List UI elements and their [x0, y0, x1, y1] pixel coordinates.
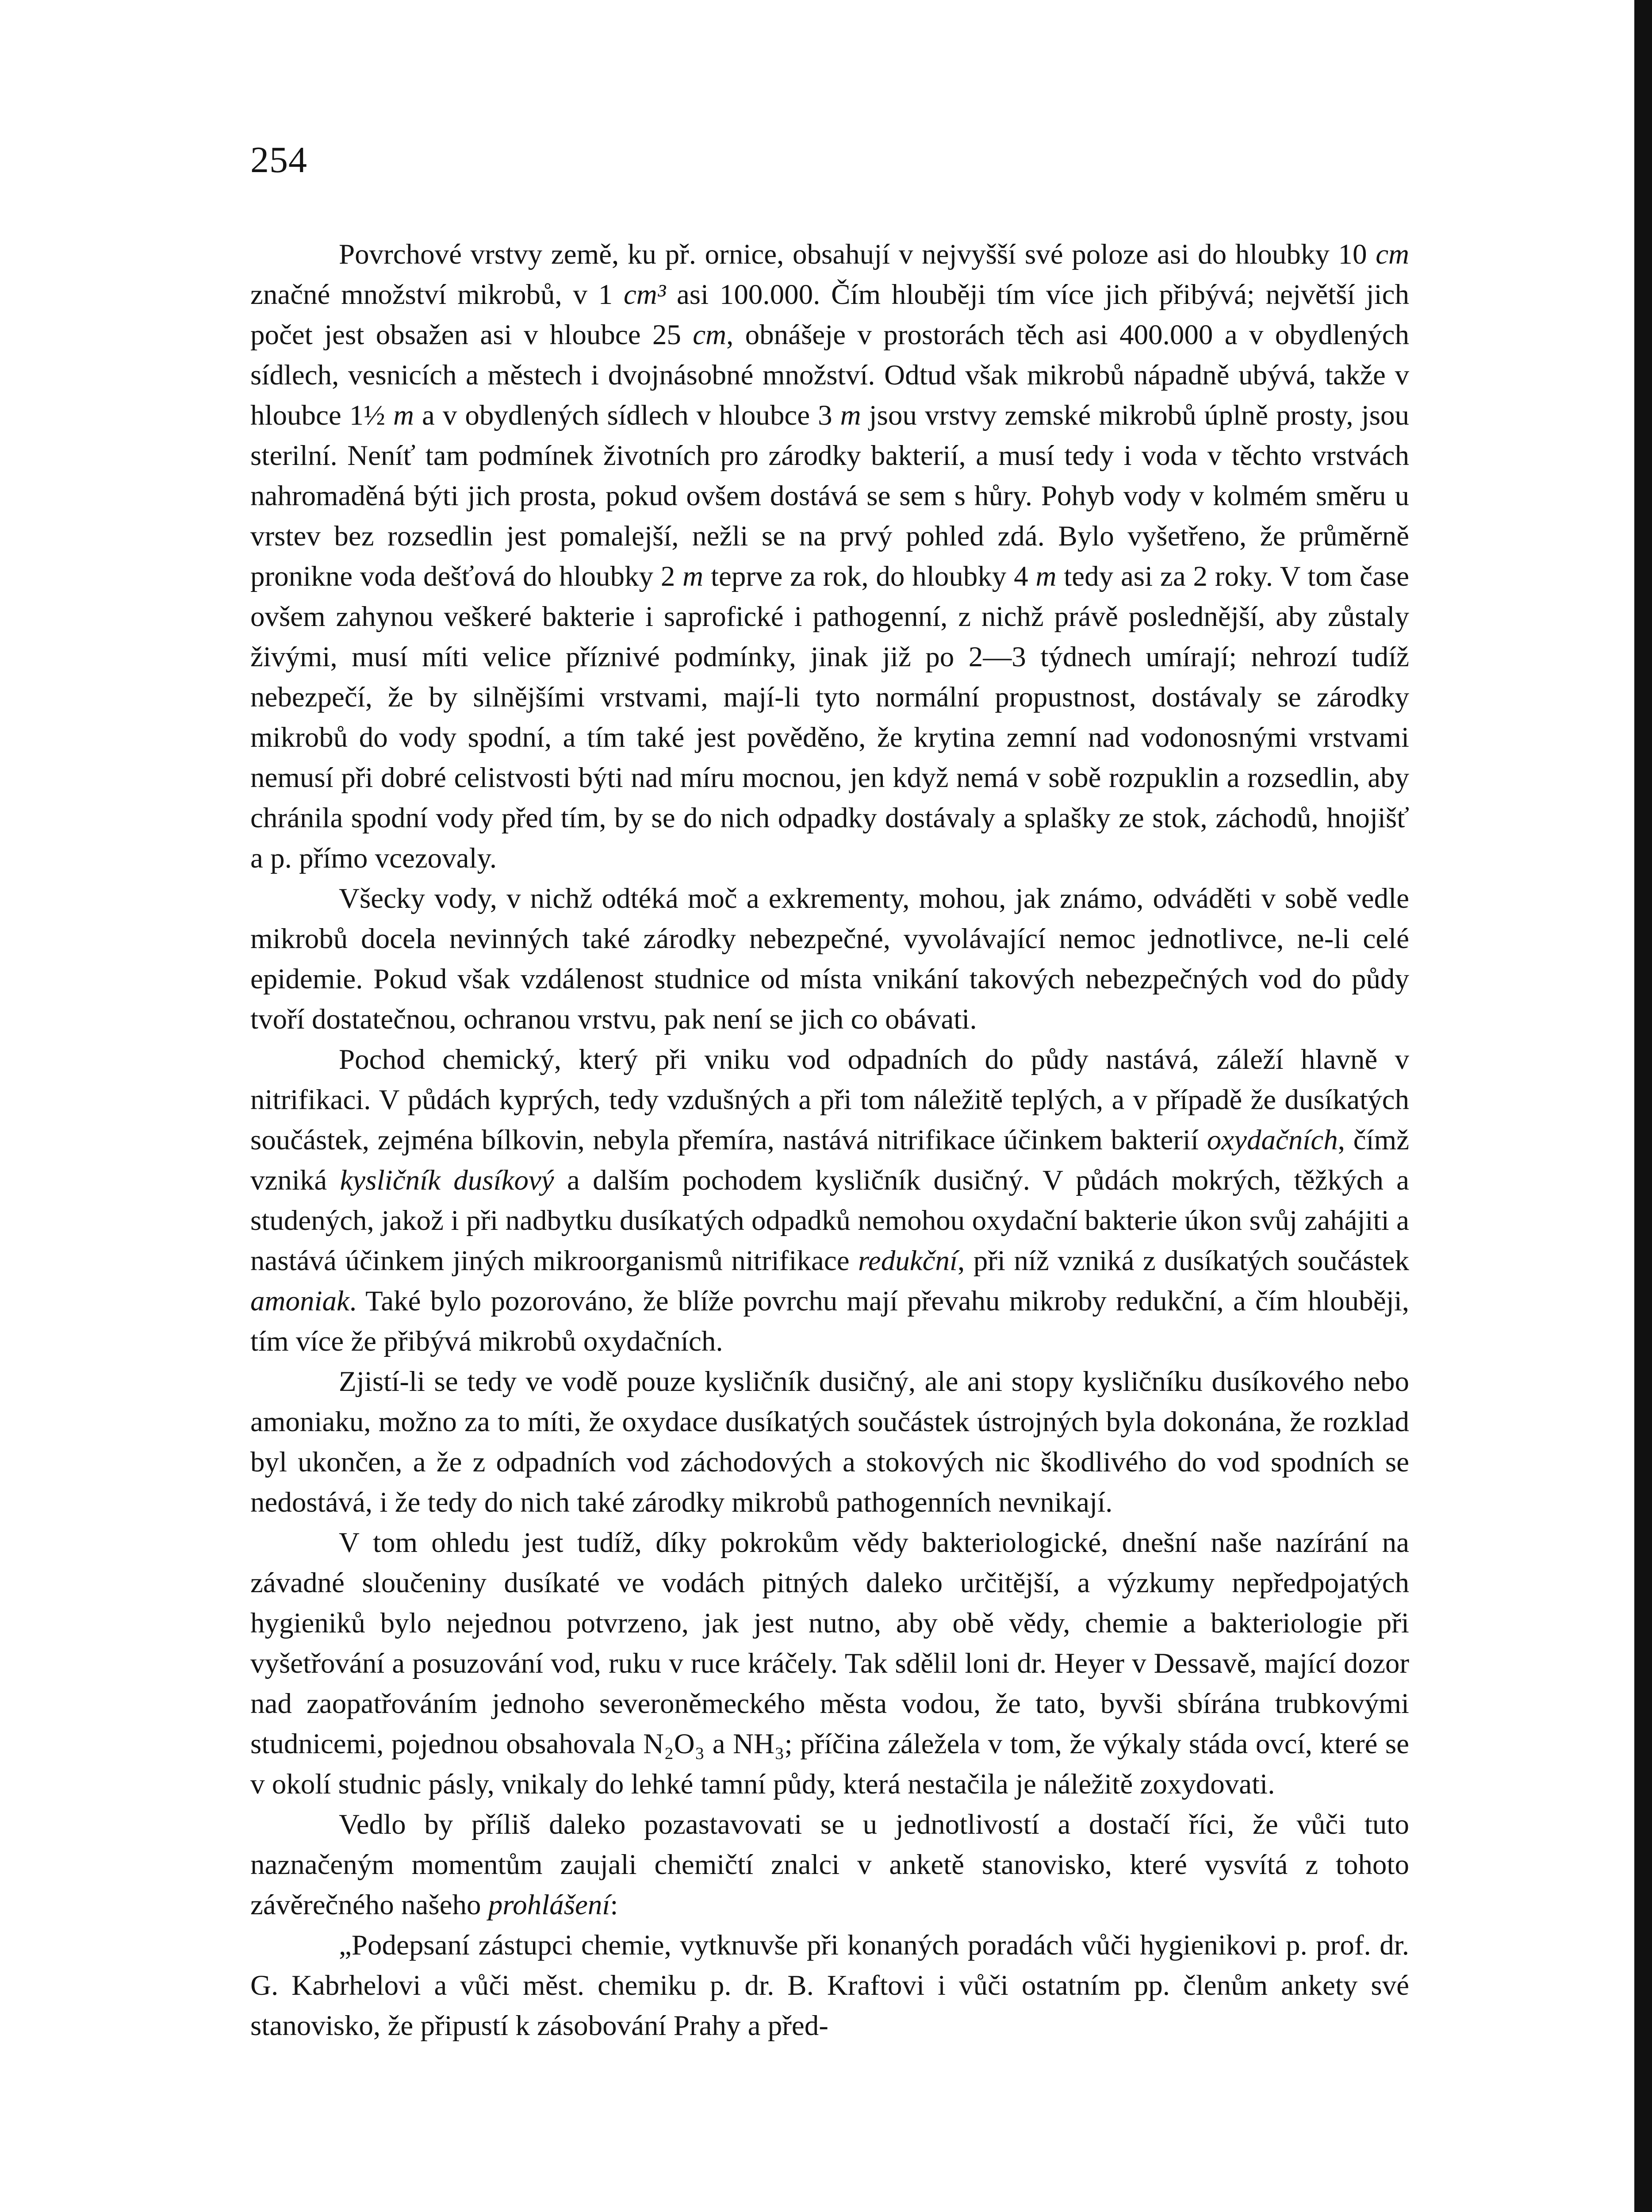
text-run: teprve za rok, do hloubky 4 — [703, 561, 1036, 592]
paragraph — [250, 1805, 1409, 1925]
italic-text: cm — [693, 319, 727, 351]
text-run: Povrchové vrstvy země, ku př. ornice, obsahují v nejvyšší své poloze asi do hloubky 10 — [339, 238, 1376, 270]
body-text — [250, 234, 1409, 2046]
text-run: , při níž vzniká z dusíkatých součástek — [958, 1245, 1409, 1277]
text-run: , čímž vzniká — [250, 1124, 1409, 1196]
text-run: . Také bylo pozorováno, že blíže povrchu mají převahu mikroby redukční, a čím hlouběji, tím více že přibývá mikrobů oxydačních. — [250, 1285, 1409, 1357]
paragraph — [250, 1362, 1409, 1523]
text-run: asi 100.000. Čím hlouběji tím více jich přibývá; největší jich počet jest obsažen asi v hloubce 25 — [250, 279, 1409, 351]
italic-text: prohlášení — [488, 1889, 610, 1921]
italic-text: m — [1035, 561, 1057, 592]
paragraph — [250, 1925, 1409, 2046]
text-run: „Podepsaní zástupci chemie, vytknuvše při konaných poradách vůči hygienikovi p. prof. dr. G. Kabrhelovi a vůči měst. chemiku p. dr. B. Kraftovi i vůči ostatním pp. členům ankety své stanovisko, že připustí k zásobování Prahy a před- — [250, 1929, 1409, 2042]
text-run: Zjistí-li se tedy ve vodě pouze kysličník dusičný, ale ani stopy kysličníku dusíkového nebo amoniaku, možno za to míti, že oxydace dusíkatých součástek ústrojných byla dokonána, že rozklad byl ukončen, a že z odpadních vod záchodových a stokových nic škodlivého do vod spodních se nedostává, i že tedy do nich také zárodky mikrobů pathogenních nevnikají. — [250, 1366, 1409, 1518]
text-run: a v obydlených sídlech v hloubce 3 — [414, 399, 840, 431]
italic-text: oxydačních — [1207, 1124, 1338, 1156]
scan-border — [1634, 0, 1652, 2212]
text-run: Pochod chemický, který při vniku vod odpadních do půdy nastává, záleží hlavně v nitrifikaci. V půdách kyprých, tedy vzdušných a při tom náležitě teplých, a v případě že dusíkatých součástek, zejména bílkovin, nebyla přemíra, nastává nitrifikace účinkem bakterií — [250, 1044, 1409, 1156]
text-run: Vedlo by příliš daleko pozastavovati se u jednotlivostí a dostačí říci, že vůči tuto naznačeným momentům zaujali chemičtí znalci v anketě stanovisko, které vysvítá z tohoto závěrečného našeho — [250, 1809, 1409, 1921]
text-run: , obnášeje v prostorách těch asi 400.000 a v obydlených sídlech, vesnicích a městech i dvojnásobné množství. Odtud však mikrobů nápadně ubývá, takže v hloubce 1½ — [250, 319, 1409, 431]
paragraph — [250, 1040, 1409, 1362]
italic-text: m — [840, 399, 861, 431]
paragraph — [250, 234, 1409, 879]
italic-text: cm — [1376, 238, 1409, 270]
italic-text: kysličník dusíkový — [340, 1164, 554, 1196]
italic-text: m — [682, 561, 704, 592]
italic-text: cm³ — [623, 279, 666, 311]
text-run: tedy asi za 2 roky. V tom čase ovšem zahynou veškeré bakterie i saprofické i pathogenní, z nichž právě poslednější, aby zůstaly živými, musí míti velice příznivé podmínky, jinak již po 2—3 týdnech umírají; nehrozí tudíž nebezpečí, že by silnějšími vrstvami, mají-li tyto normální propustnost, dostávaly se zárodky mikrobů do vody spodní, a tím také jest pověděno, že krytina zemní nad vodonosnými vrstvami nemusí při dobré celistvosti býti nad míru mocnou, jen když nemá v sobě rozpuklin a rozsedlin, aby chránila spodní vody před tím, by se do nich odpadky dostávaly a splašky ze stok, záchodů, hnojišť a p. přímo vcezovaly. — [250, 561, 1410, 874]
italic-text: m — [393, 399, 414, 431]
text-run: : — [610, 1889, 618, 1921]
paragraph — [250, 879, 1409, 1040]
text-run: a dalším pochodem kysličník dusičný. V půdách mokrých, těžkých a studených, jakož i při nadbytku dusíkatých odpadků nemohou oxydační bakterie úkon svůj zahájiti a nastává účinkem jiných mikroorganismů nitrifikace — [250, 1164, 1409, 1277]
italic-text: redukční — [858, 1245, 958, 1277]
page-number: 254 — [250, 139, 307, 180]
text-run: V tom ohledu jest tudíž, díky pokrokům vědy bakteriologické, dnešní naše nazírání na závadné sloučeniny dusíkaté ve vodách pitných daleko určitější, a výzkumy nepředpojatých hygieniků bylo nejednou potvrzeno, jak jest nutno, aby obě vědy, chemie a bakteriologie při vyšetřování a posuzování vod, ruku v ruce kráčely. Tak sdělil loni dr. Heyer v Dessavě, mající dozor nad zaopatřováním jednoho severoněmeckého města vodou, že tato, byvši sbírána trubkovými studnicemi, pojednou obsahovala N₂O₃ a NH₃; příčina záležela v tom, že výkaly stáda ovcí, které se v okolí studnic pásly, vnikaly do lehké tamní půdy, která nestačila je náležitě zoxydovati. — [250, 1527, 1409, 1800]
text-run: jsou vrstvy zemské mikrobů úplně prosty, jsou sterilní. Neníť tam podmínek životních pro zárodky bakterií, a musí tedy i voda v těchto vrstvách nahromaděná býti jich prosta, pokud ovšem dostává se sem s hůry. Pohyb vody v kolmém směru u vrstev bez rozsedlin jest pomalejší, nežli se na prvý pohled zdá. Bylo vyšetřeno, že průměrně pronikne voda dešťová do hloubky 2 — [250, 399, 1409, 592]
italic-text: amoniak — [250, 1285, 349, 1317]
paragraph — [250, 1523, 1409, 1805]
text-run: značné množství mikrobů, v 1 — [250, 279, 624, 311]
text-run: Všecky vody, v nichž odtéká moč a exkrementy, mohou, jak známo, odváděti v sobě vedle mikrobů docela nevinných také zárodky nebezpečné, vyvolávající nemoc jednotlivce, ne-li celé epidemie. Pokud však vzdálenost studnice od místa vnikání takových nebezpečných vod do půdy tvoří dostatečnou, ochranou vrstvu, pak není se jich co obávati. — [250, 883, 1409, 1035]
